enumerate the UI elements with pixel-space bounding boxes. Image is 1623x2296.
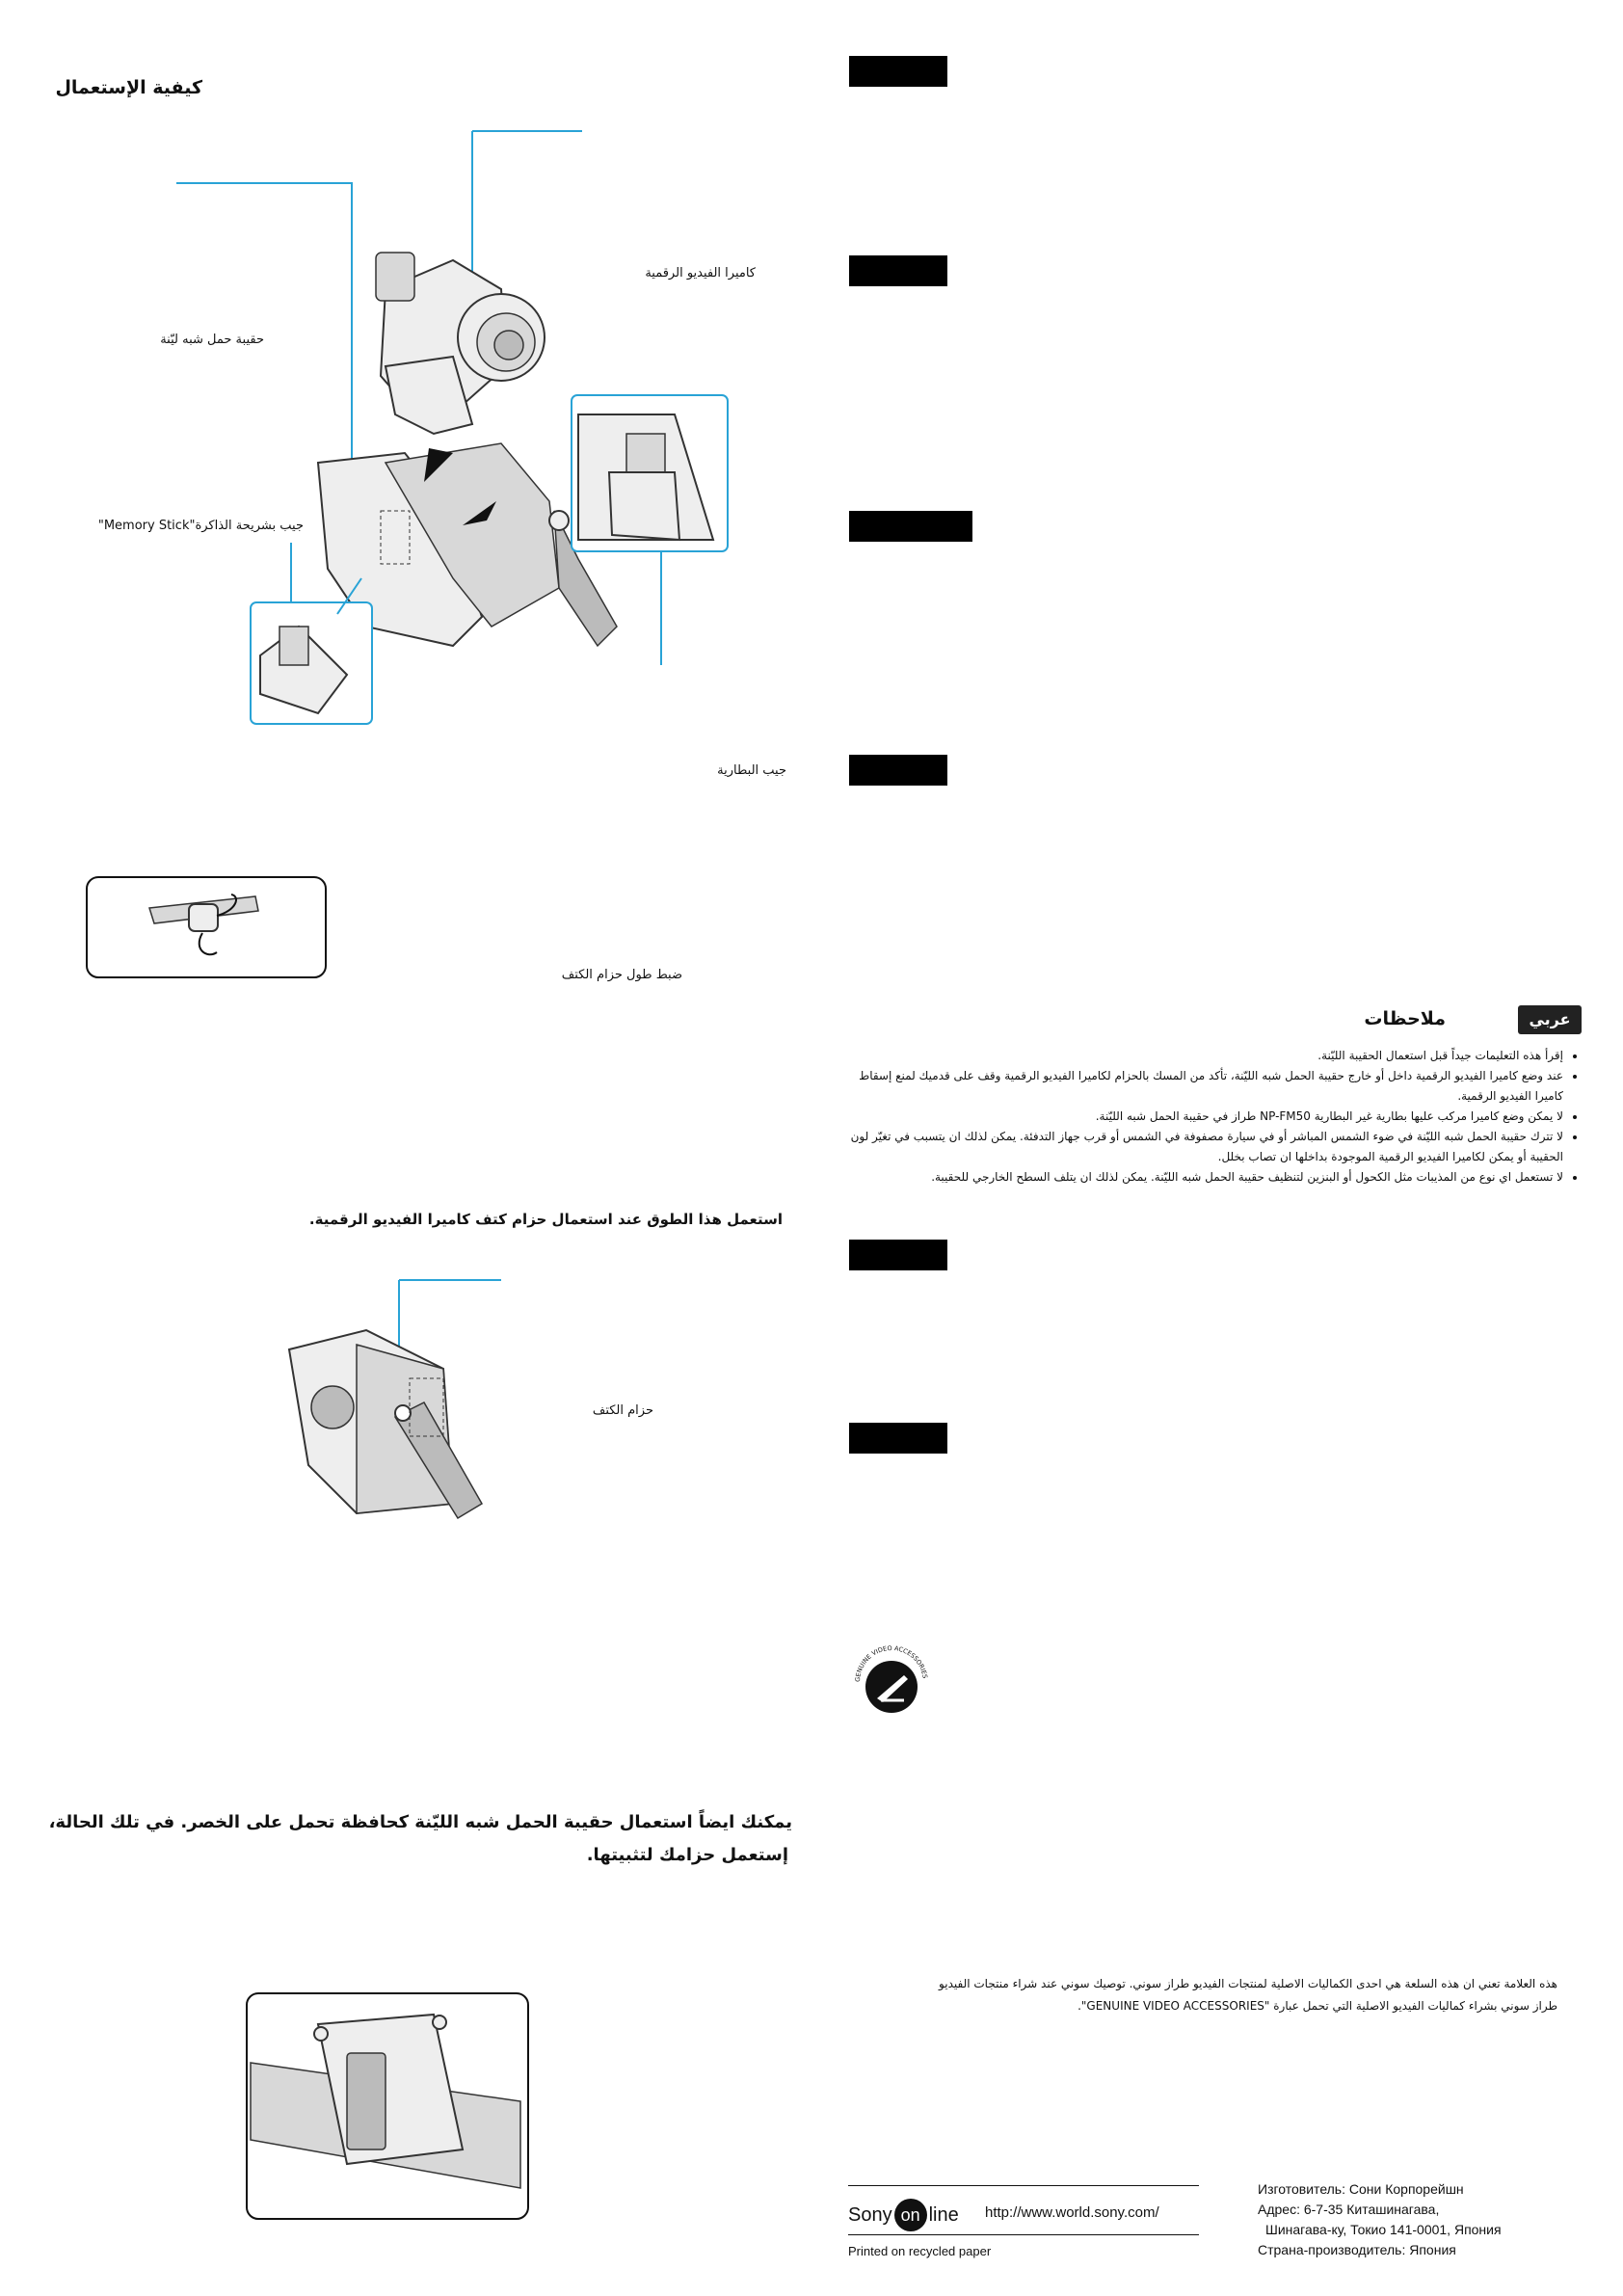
sony-brand: Sony xyxy=(848,2203,892,2226)
label-shoulder-strap: حزام الكتف xyxy=(592,1403,653,1418)
manufacturer-info xyxy=(1258,2179,1585,2260)
note-item: • إقرأ هذه التعليمات جيداً قبل استعمال الحقيبة الليّنة. xyxy=(848,1046,1563,1066)
genuine-accessories-logo xyxy=(848,1639,935,1725)
language-badge: عربي xyxy=(1518,1005,1582,1034)
genuine-line-2: طراز سوني بشراء كماليات الفيديو الاصلية التي تحمل عبارة "GENUINE VIDEO ACCESSORIES". xyxy=(1078,1999,1557,2013)
footer-rule-top xyxy=(848,2185,1199,2186)
logo-text: GENUINE VIDEO ACCESSORIES xyxy=(853,1643,929,1683)
label-memory-stick-pocket: جيب بشريحة الذاكرة"Memory Stick" xyxy=(97,519,304,533)
note-item: • لا يمكن وضع كاميرا مركب عليها بطارية غير البطارية NP-FM50 طراز في حقيبة الحمل شبه الليّنة. xyxy=(848,1107,1563,1127)
redacted-block-4 xyxy=(849,755,947,786)
recycled-note: Printed on recycled paper xyxy=(848,2244,992,2258)
footer-rule-bottom xyxy=(848,2234,1199,2235)
note-item: • عند وضع كاميرا الفيديو الرقمية داخل أو خارج حقيبة الحمل شبه الليّنة، تأكد من المسك بالحزام لكاميرا الفيديو الرقمية وقف على قدميك لمنع إسقاط كاميرا الفيديو الرقمية. xyxy=(848,1066,1563,1107)
label-adjust-strap: ضبط طول حزام الكتف xyxy=(561,968,682,982)
note-item: • لا تترك حقيبة الحمل شبه الليّنة في ضوء الشمس المباشر أو في سيارة مصفوفة في الشمس أو قرب جهاز التدفئة. يمكن لذلك ان يتسبب في تغيّر لون الحقيبة أو يمكن لكاميرا الفيديو الرقمية الموجودة بداخلها ان تصاب بخلل. xyxy=(848,1127,1563,1167)
ring-instruction: استعمل هذا الطوق عند استعمال حزام كتف كاميرا الفيديو الرقمية. xyxy=(308,1211,783,1228)
label-battery-pocket: جيب البطارية xyxy=(717,763,786,778)
redacted-block-2 xyxy=(849,255,947,286)
notes-section xyxy=(848,1046,1581,1188)
redacted-block-5 xyxy=(849,1240,947,1270)
sony-url: http://www.world.sony.com/ xyxy=(985,2204,1159,2221)
note-item: • لا تستعمل اي نوع من المذيبات مثل الكحول أو البنزين لتنظيف حقيبة الحمل شبه الليّنة. يمكن لذلك ان يتلف السطح الخارجي للحقيبة. xyxy=(848,1167,1563,1188)
notes-title: ملاحظات xyxy=(1364,1008,1446,1029)
sony-online-logo xyxy=(848,2198,959,2232)
manufacturer-line: Адрес: 6-7-35 Киташинагава, xyxy=(1258,2202,1440,2217)
label-soft-case: حقيبة حمل شبه ليّنة xyxy=(160,333,264,347)
sony-line: line xyxy=(928,2203,959,2226)
redacted-block-3 xyxy=(849,511,972,542)
belt-illustration xyxy=(0,0,578,2236)
page-title: كيفية الإستعمال xyxy=(55,77,202,98)
redacted-block-1 xyxy=(849,56,947,87)
sony-on: on xyxy=(894,2199,927,2231)
label-camera: كاميرا الفيديو الرقمية xyxy=(645,266,756,280)
genuine-line-1: هذه العلامة تعني ان هذه السلعة هي احدى الكماليات الاصلية لمنتجات الفيديو طراز سوني. توصيك سوني عند شراء منتجات الفيديو xyxy=(939,1977,1557,1990)
waist-line-2: إستعمل حزامك لتثبيتها. xyxy=(586,1845,788,1865)
waist-line-1: يمكنك ايضاً استعمال حقيبة الحمل شبه الليّنة كحافظة تحمل على الخصر. في تلك الحالة، xyxy=(48,1812,792,1832)
manufacturer-line: Страна-производитель: Япония xyxy=(1258,2242,1456,2257)
manufacturer-line: Изготовитель: Сони Корпорейшн xyxy=(1258,2181,1464,2197)
manufacturer-line: Шинагава-ку, Токио 141-0001, Япония xyxy=(1265,2222,1502,2237)
redacted-block-6 xyxy=(849,1423,947,1454)
